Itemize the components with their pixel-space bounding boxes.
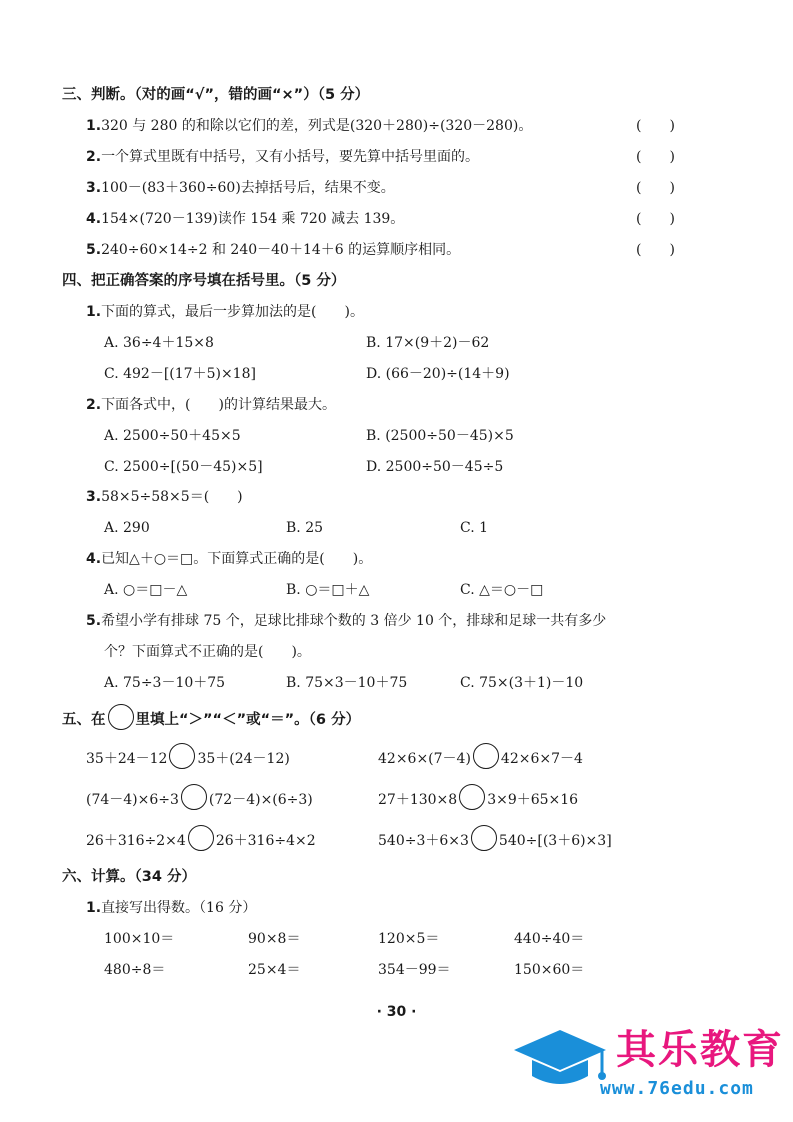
compare-left-expression: 26＋316÷2×4 bbox=[86, 833, 186, 849]
judge-item-text: 100－(83＋360÷60)去掉括号后，结果不变。 bbox=[101, 180, 395, 196]
compare-circle[interactable] bbox=[181, 784, 207, 810]
judge-item-number: 4. bbox=[86, 211, 102, 227]
question-number: 5. bbox=[86, 613, 102, 629]
option-a[interactable]: A. ○＝□－△ bbox=[104, 582, 188, 598]
compare-row-3-left bbox=[86, 831, 316, 851]
compare-right-expression: 540÷[(3＋6)×3] bbox=[498, 833, 612, 849]
judge-item-text: 一个算式里既有中括号，又有小括号，要先算中括号里面的。 bbox=[101, 149, 480, 165]
compare-circle[interactable] bbox=[188, 825, 214, 851]
compare-circle[interactable] bbox=[473, 743, 499, 769]
site-logo bbox=[508, 1018, 788, 1118]
section-3-title: 三、判断。（对的画“√”，错的画“×”）（5 分） bbox=[62, 87, 370, 103]
compare-row-3-right bbox=[378, 831, 612, 851]
judge-item-2 bbox=[86, 148, 479, 166]
choice-question-5 bbox=[86, 612, 606, 630]
question-text: 希望小学有排球 75 个，足球比排球个数的 3 倍少 10 个，排球和足球一共有多少 bbox=[101, 613, 607, 629]
compare-left-expression: 35＋24－12 bbox=[86, 751, 168, 767]
answer-paren[interactable]: ( ) bbox=[636, 180, 675, 196]
question-text-continued: 个？下面算式不正确的是( )。 bbox=[104, 644, 311, 660]
section-5-title-start: 五、在 bbox=[62, 712, 106, 728]
judge-item-number: 2. bbox=[86, 149, 102, 165]
compare-circle[interactable] bbox=[459, 784, 485, 810]
compare-row-1-right bbox=[378, 749, 583, 769]
option-c[interactable]: C. 75×(3＋1)－10 bbox=[460, 675, 584, 691]
oral-calc-item[interactable]: 90×8＝ bbox=[248, 931, 301, 947]
compare-left-expression: 42×6×(7－4) bbox=[378, 751, 471, 767]
graduation-cap-icon bbox=[508, 1026, 608, 1096]
judge-item-4 bbox=[86, 210, 404, 228]
judge-item-text: 154×(720－139)读作 154 乘 720 减去 139。 bbox=[101, 211, 405, 227]
compare-left-expression: 540÷3＋6×3 bbox=[378, 833, 469, 849]
judge-item-number: 3. bbox=[86, 180, 102, 196]
judge-item-number: 5. bbox=[86, 242, 102, 258]
option-b[interactable]: B. 17×(9＋2)－62 bbox=[366, 335, 490, 351]
option-b[interactable]: B. (2500÷50－45)×5 bbox=[366, 428, 514, 444]
answer-paren[interactable]: ( ) bbox=[636, 118, 675, 134]
judge-item-3 bbox=[86, 179, 395, 197]
question-number: 1. bbox=[86, 304, 102, 320]
question-text: 已知△＋○＝□。下面算式正确的是( )。 bbox=[101, 551, 373, 567]
compare-left-expression: 27＋130×8 bbox=[378, 792, 458, 808]
oral-calc-item[interactable]: 150×60＝ bbox=[514, 962, 585, 978]
judge-item-number: 1. bbox=[86, 118, 102, 134]
option-d[interactable]: D. (66－20)÷(14＋9) bbox=[366, 366, 510, 382]
oral-calc-item[interactable]: 354－99＝ bbox=[378, 962, 451, 978]
compare-circle[interactable] bbox=[169, 743, 195, 769]
compare-row-2-right bbox=[378, 790, 578, 810]
logo-url: www.76edu.com bbox=[600, 1078, 754, 1099]
question-number: 2. bbox=[86, 397, 102, 413]
oral-calc-item[interactable]: 480÷8＝ bbox=[104, 962, 166, 978]
choice-question-2 bbox=[86, 396, 336, 414]
blank-circle-icon bbox=[108, 704, 134, 730]
logo-name: 其乐教育 bbox=[616, 1027, 784, 1073]
judge-item-1 bbox=[86, 117, 532, 135]
option-b[interactable]: B. 25 bbox=[286, 520, 324, 536]
answer-paren[interactable]: ( ) bbox=[636, 149, 675, 165]
option-a[interactable]: A. 36÷4＋15×8 bbox=[104, 335, 214, 351]
option-c[interactable]: C. 2500÷[(50－45)×5] bbox=[104, 459, 263, 475]
judge-item-text: 320 与 280 的和除以它们的差，列式是(320＋280)÷(320－280)。 bbox=[101, 118, 533, 134]
section-6-title: 六、计算。（34 分） bbox=[62, 869, 196, 885]
compare-row-2-left bbox=[86, 790, 313, 810]
section-5-title bbox=[62, 710, 360, 730]
compare-row-1-left bbox=[86, 749, 290, 769]
option-c[interactable]: C. 492－[(17＋5)×18] bbox=[104, 366, 256, 382]
compare-circle[interactable] bbox=[471, 825, 497, 851]
page-number: · 30 · bbox=[376, 1004, 417, 1020]
section-5-title-end: 里填上“＞”“＜”或“＝”。（6 分） bbox=[135, 712, 361, 728]
section-4-title: 四、把正确答案的序号填在括号里。（5 分） bbox=[62, 273, 346, 289]
choice-question-3 bbox=[86, 488, 243, 506]
option-a[interactable]: A. 290 bbox=[104, 520, 150, 536]
answer-paren[interactable]: ( ) bbox=[636, 211, 675, 227]
option-b[interactable]: B. 75×3－10＋75 bbox=[286, 675, 408, 691]
option-c[interactable]: C. 1 bbox=[460, 520, 489, 536]
option-a[interactable]: A. 2500÷50＋45×5 bbox=[104, 428, 241, 444]
judge-item-text: 240÷60×14÷2 和 240－40＋14＋6 的运算顺序相同。 bbox=[101, 242, 461, 258]
compare-right-expression: 26＋316÷4×2 bbox=[215, 833, 316, 849]
calc-subsection-1 bbox=[86, 899, 256, 917]
option-a[interactable]: A. 75÷3－10＋75 bbox=[104, 675, 226, 691]
oral-calc-item[interactable]: 440÷40＝ bbox=[514, 931, 585, 947]
option-d[interactable]: D. 2500÷50－45÷5 bbox=[366, 459, 504, 475]
question-number: 3. bbox=[86, 489, 102, 505]
option-c[interactable]: C. △＝○－□ bbox=[460, 582, 544, 598]
oral-calc-item[interactable]: 25×4＝ bbox=[248, 962, 301, 978]
compare-right-expression: (72－4)×(6÷3) bbox=[208, 792, 313, 808]
question-text: 下面的算式，最后一步算加法的是( )。 bbox=[101, 304, 364, 320]
question-text: 58×5÷58×5＝( ) bbox=[101, 489, 243, 505]
compare-left-expression: (74－4)×6÷3 bbox=[86, 792, 179, 808]
question-number: 4. bbox=[86, 551, 102, 567]
judge-item-5 bbox=[86, 241, 460, 259]
choice-question-1 bbox=[86, 303, 364, 321]
subsection-text: 直接写出得数。（16 分） bbox=[101, 900, 257, 916]
option-b[interactable]: B. ○＝□＋△ bbox=[286, 582, 370, 598]
question-text: 下面各式中，( )的计算结果最大。 bbox=[101, 397, 336, 413]
answer-paren[interactable]: ( ) bbox=[636, 242, 675, 258]
compare-right-expression: 3×9＋65×16 bbox=[487, 792, 579, 808]
compare-right-expression: 35＋(24－12) bbox=[197, 751, 290, 767]
compare-right-expression: 42×6×7－4 bbox=[500, 751, 583, 767]
choice-question-4 bbox=[86, 550, 372, 568]
subsection-number: 1. bbox=[86, 900, 102, 916]
oral-calc-item[interactable]: 100×10＝ bbox=[104, 931, 175, 947]
oral-calc-item[interactable]: 120×5＝ bbox=[378, 931, 440, 947]
